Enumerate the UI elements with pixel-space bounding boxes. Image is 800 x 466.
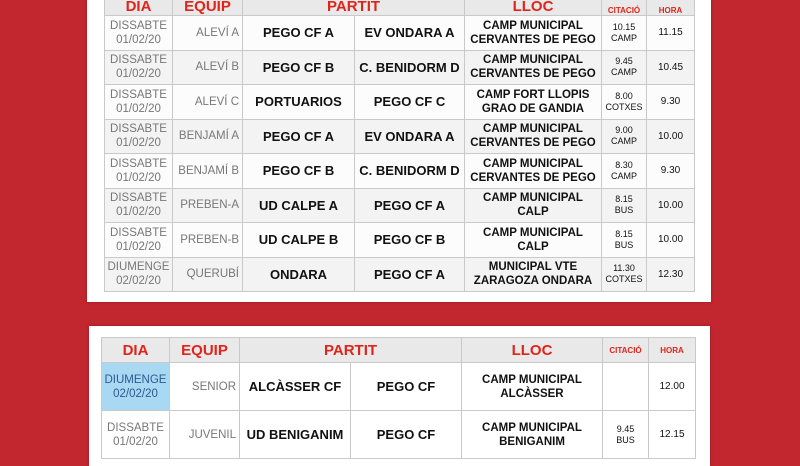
cell-team: SENIOR	[170, 363, 240, 411]
cell-citacio	[602, 257, 647, 292]
cell-team: BENJAMÍ A	[173, 119, 243, 154]
cell-home-team: UD BENIGANIM	[240, 411, 351, 459]
cell-citacio	[602, 188, 647, 223]
cell-team: JUVENIL	[170, 411, 240, 459]
table-row	[105, 257, 695, 292]
day-date: 01/02/20	[116, 240, 161, 253]
venue-line-1: CAMP MUNICIPAL	[483, 192, 583, 205]
cell-venue	[465, 257, 602, 292]
citacio-time: 11.30	[613, 263, 635, 274]
cell-away-team: PEGO CF	[351, 411, 462, 459]
day-date: 01/02/20	[113, 435, 158, 448]
cell-venue	[465, 85, 602, 120]
venue-line-2: CERVANTES DE PEGO	[470, 68, 596, 81]
citacio-place: BUS	[614, 239, 634, 250]
citacio-time: 9.00	[615, 125, 633, 136]
cell-home-team: PORTUARIOS	[243, 85, 355, 120]
venue-line-2: ZARAGOZA ONDARA	[473, 275, 593, 288]
cell-venue	[462, 411, 603, 459]
cell-team: ALEVÍ A	[173, 16, 243, 51]
citacio-place: BUS	[616, 434, 635, 445]
day-name: DIUMENGE	[107, 261, 170, 274]
venue-line-2: CERVANTES DE PEGO	[470, 137, 596, 150]
table-row	[105, 50, 695, 85]
venue-line-2: CALP	[517, 206, 549, 219]
cell-venue	[465, 223, 602, 258]
header-citacio: CITACIÓ	[603, 338, 649, 363]
cell-team: QUERUBÍ	[173, 257, 243, 292]
citacio-time: 8.15	[615, 194, 633, 205]
day-date: 02/02/20	[116, 275, 161, 288]
venue-line-2: BENIGANIM	[499, 435, 565, 448]
day-date: 01/02/20	[116, 102, 161, 115]
citacio-time: 9.45	[616, 423, 635, 434]
header-hora: HORA	[647, 0, 695, 16]
cell-home-team: PEGO CF A	[243, 16, 355, 51]
cell-hora: 10.00	[647, 119, 695, 154]
day-name: DISSABTE	[107, 421, 164, 434]
cell-day	[105, 50, 173, 85]
cell-venue	[465, 16, 602, 51]
citacio-place: COTXES	[605, 274, 643, 285]
cell-away-team: EV ONDARA A	[355, 16, 465, 51]
citacio-place: CAMP	[610, 136, 637, 147]
cell-citacio	[602, 119, 647, 154]
venue-line-2: CALP	[517, 240, 549, 253]
day-name: DISSABTE	[110, 157, 167, 170]
day-name: DISSABTE	[110, 54, 167, 67]
header-lloc: LLOC	[462, 338, 603, 363]
schedule-card-sunday	[89, 326, 710, 466]
table-row	[105, 223, 695, 258]
venue-line-1: CAMP MUNICIPAL	[483, 54, 583, 67]
day-name: DISSABTE	[110, 88, 167, 101]
venue-line-1: CAMP MUNICIPAL	[483, 19, 583, 32]
day-name: DISSABTE	[110, 226, 167, 239]
cell-away-team: EV ONDARA A	[355, 119, 465, 154]
header-partit: PARTIT	[243, 0, 465, 16]
cell-away-team: PEGO CF C	[355, 85, 465, 120]
cell-team: ALEVÍ B	[173, 50, 243, 85]
citacio-place: CAMP	[610, 67, 637, 78]
cell-home-team: ALCÀSSER CF	[240, 363, 351, 411]
venue-line-1: CAMP MUNICIPAL	[483, 226, 583, 239]
cell-hora: 12.15	[649, 411, 696, 459]
cell-venue	[465, 50, 602, 85]
table-header	[102, 338, 696, 363]
cell-venue	[462, 363, 603, 411]
table-header	[105, 0, 695, 16]
cell-home-team: UD CALPE B	[243, 223, 355, 258]
header-lloc: LLOC	[465, 0, 602, 16]
cell-venue	[465, 119, 602, 154]
header-equip: EQUIP	[173, 0, 243, 16]
cell-team: PREBEN-A	[173, 188, 243, 223]
citacio-time: 8.30	[615, 159, 633, 170]
cell-away-team: C. BENIDORM D	[355, 50, 465, 85]
citacio-time: 8.00	[615, 90, 633, 101]
cell-citacio	[602, 85, 647, 120]
cell-citacio	[602, 50, 647, 85]
cell-citacio	[602, 223, 647, 258]
cell-away-team: PEGO CF B	[355, 223, 465, 258]
table-row	[105, 16, 695, 51]
cell-hora: 12.00	[649, 363, 696, 411]
venue-line-2: ALCÀSSER	[500, 387, 564, 400]
cell-day	[105, 154, 173, 189]
table-row	[102, 363, 696, 411]
venue-line-1: MUNICIPAL VTE	[488, 261, 578, 274]
schedule-card-saturday	[87, 0, 711, 302]
venue-line-1: CAMP MUNICIPAL	[482, 421, 582, 434]
venue-line-1: CAMP MUNICIPAL	[483, 123, 583, 136]
schedule-table-1	[104, 0, 695, 292]
venue-line-2: CERVANTES DE PEGO	[470, 171, 596, 184]
venue-line-2: CERVANTES DE PEGO	[470, 33, 596, 46]
cell-team: BENJAMÍ B	[173, 154, 243, 189]
citacio-place: BUS	[614, 205, 634, 216]
citacio-place: CAMP	[610, 32, 637, 43]
day-name: DISSABTE	[110, 192, 167, 205]
cell-home-team: UD CALPE A	[243, 188, 355, 223]
venue-line-1: CAMP MUNICIPAL	[483, 157, 583, 170]
cell-hora: 11.15	[647, 16, 695, 51]
schedule-table-2	[101, 337, 696, 459]
cell-hora: 10.00	[647, 223, 695, 258]
citacio-place: CAMP	[610, 170, 637, 181]
table-row	[102, 411, 696, 459]
cell-day	[105, 119, 173, 154]
cell-hora: 12.30	[647, 257, 695, 292]
citacio-time: 10.15	[612, 21, 636, 32]
cell-team: PREBEN-B	[173, 223, 243, 258]
cell-day	[105, 188, 173, 223]
cell-team: ALEVÍ C	[173, 85, 243, 120]
citacio-time: 8.15	[615, 228, 633, 239]
cell-away-team: PEGO CF A	[355, 257, 465, 292]
day-date: 01/02/20	[116, 171, 161, 184]
header-partit: PARTIT	[240, 338, 462, 363]
header-hora: HORA	[649, 338, 696, 363]
day-name: DISSABTE	[110, 19, 167, 32]
day-date: 01/02/20	[116, 137, 161, 150]
cell-home-team: PEGO CF B	[243, 154, 355, 189]
cell-venue	[465, 188, 602, 223]
day-date: 01/02/20	[116, 206, 161, 219]
citacio-time: 9.45	[615, 56, 633, 67]
cell-venue	[465, 154, 602, 189]
header-citacio: CITACIÓ	[602, 0, 647, 16]
cell-day	[105, 85, 173, 120]
cell-away-team: C. BENIDORM D	[355, 154, 465, 189]
citacio-place: COTXES	[605, 101, 643, 112]
venue-line-2: GRAO DE GANDIA	[481, 102, 585, 115]
header-dia: DIA	[102, 338, 170, 363]
table-row	[105, 154, 695, 189]
cell-citacio	[602, 154, 647, 189]
cell-day	[105, 16, 173, 51]
day-date: 02/02/20	[113, 387, 158, 400]
day-name: DIUMENGE	[104, 373, 167, 386]
table-row	[105, 188, 695, 223]
cell-hora: 10.45	[647, 50, 695, 85]
table-row	[105, 119, 695, 154]
cell-home-team: PEGO CF B	[243, 50, 355, 85]
cell-hora: 10.00	[647, 188, 695, 223]
cell-day	[102, 363, 170, 411]
cell-away-team: PEGO CF A	[355, 188, 465, 223]
day-date: 01/02/20	[116, 68, 161, 81]
venue-line-1: CAMP MUNICIPAL	[482, 373, 582, 386]
cell-hora: 9.30	[647, 154, 695, 189]
header-dia: DIA	[105, 0, 173, 16]
venue-line-1: CAMP FORT LLOPIS	[476, 88, 590, 101]
header-equip: EQUIP	[170, 338, 240, 363]
cell-citacio	[603, 363, 649, 411]
cell-hora: 9.30	[647, 85, 695, 120]
day-name: DISSABTE	[110, 123, 167, 136]
day-date: 01/02/20	[116, 33, 161, 46]
cell-day	[105, 223, 173, 258]
cell-citacio	[602, 16, 647, 51]
cell-away-team: PEGO CF	[351, 363, 462, 411]
cell-citacio	[603, 411, 649, 459]
cell-home-team: ONDARA	[243, 257, 355, 292]
cell-day	[102, 411, 170, 459]
table-row	[105, 85, 695, 120]
cell-home-team: PEGO CF A	[243, 119, 355, 154]
cell-day	[105, 257, 173, 292]
